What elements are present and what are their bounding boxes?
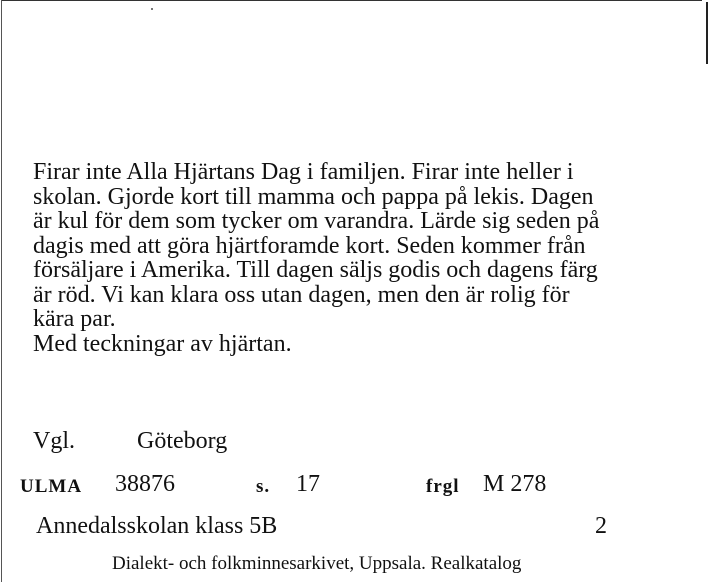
card-body-text [33,160,693,356]
card-left-edge [1,0,2,582]
archive-footer: Dialekt- och folkminnesarkivet, Uppsala. Realkatalog [112,553,522,574]
card-right-edge [706,2,708,64]
card-page-number: 2 [595,513,607,539]
ulma-label: ULMA [20,476,83,497]
body-line: är kul för dem som tycker om varandra. Lärde sig seden på [33,208,600,234]
card-top-edge [2,0,702,1]
body-line: kära par. [33,306,116,332]
body-line: Firar inte Alla Hjärtans Dag i familjen. Firar inte heller i [33,159,574,185]
body-line: försäljare i Amerika. Till dagen säljs godis och dagens färg [33,257,598,283]
body-line: dagis med att göra hjärtforamde kort. Seden kommer från [33,232,586,259]
body-line: Med teckningar av hjärtan. [33,330,292,357]
body-line: skolan. Gjorde kort till mamma och pappa på lekis. Dagen [33,183,594,210]
ulma-number: 38876 [115,471,175,497]
scan-speck [151,8,153,10]
school-name: Annedalsskolan klass 5B [36,513,278,539]
questionnaire-number: M 278 [483,471,547,497]
page-reference-number: 17 [296,471,320,497]
questionnaire-label: frgl [426,476,460,497]
province-abbreviation: Vgl. [33,428,75,454]
page-label: s. [256,476,271,497]
place-name: Göteborg [137,428,228,454]
body-line: är röd. Vi kan klara oss utan dagen, men den är rolig för [33,281,570,308]
